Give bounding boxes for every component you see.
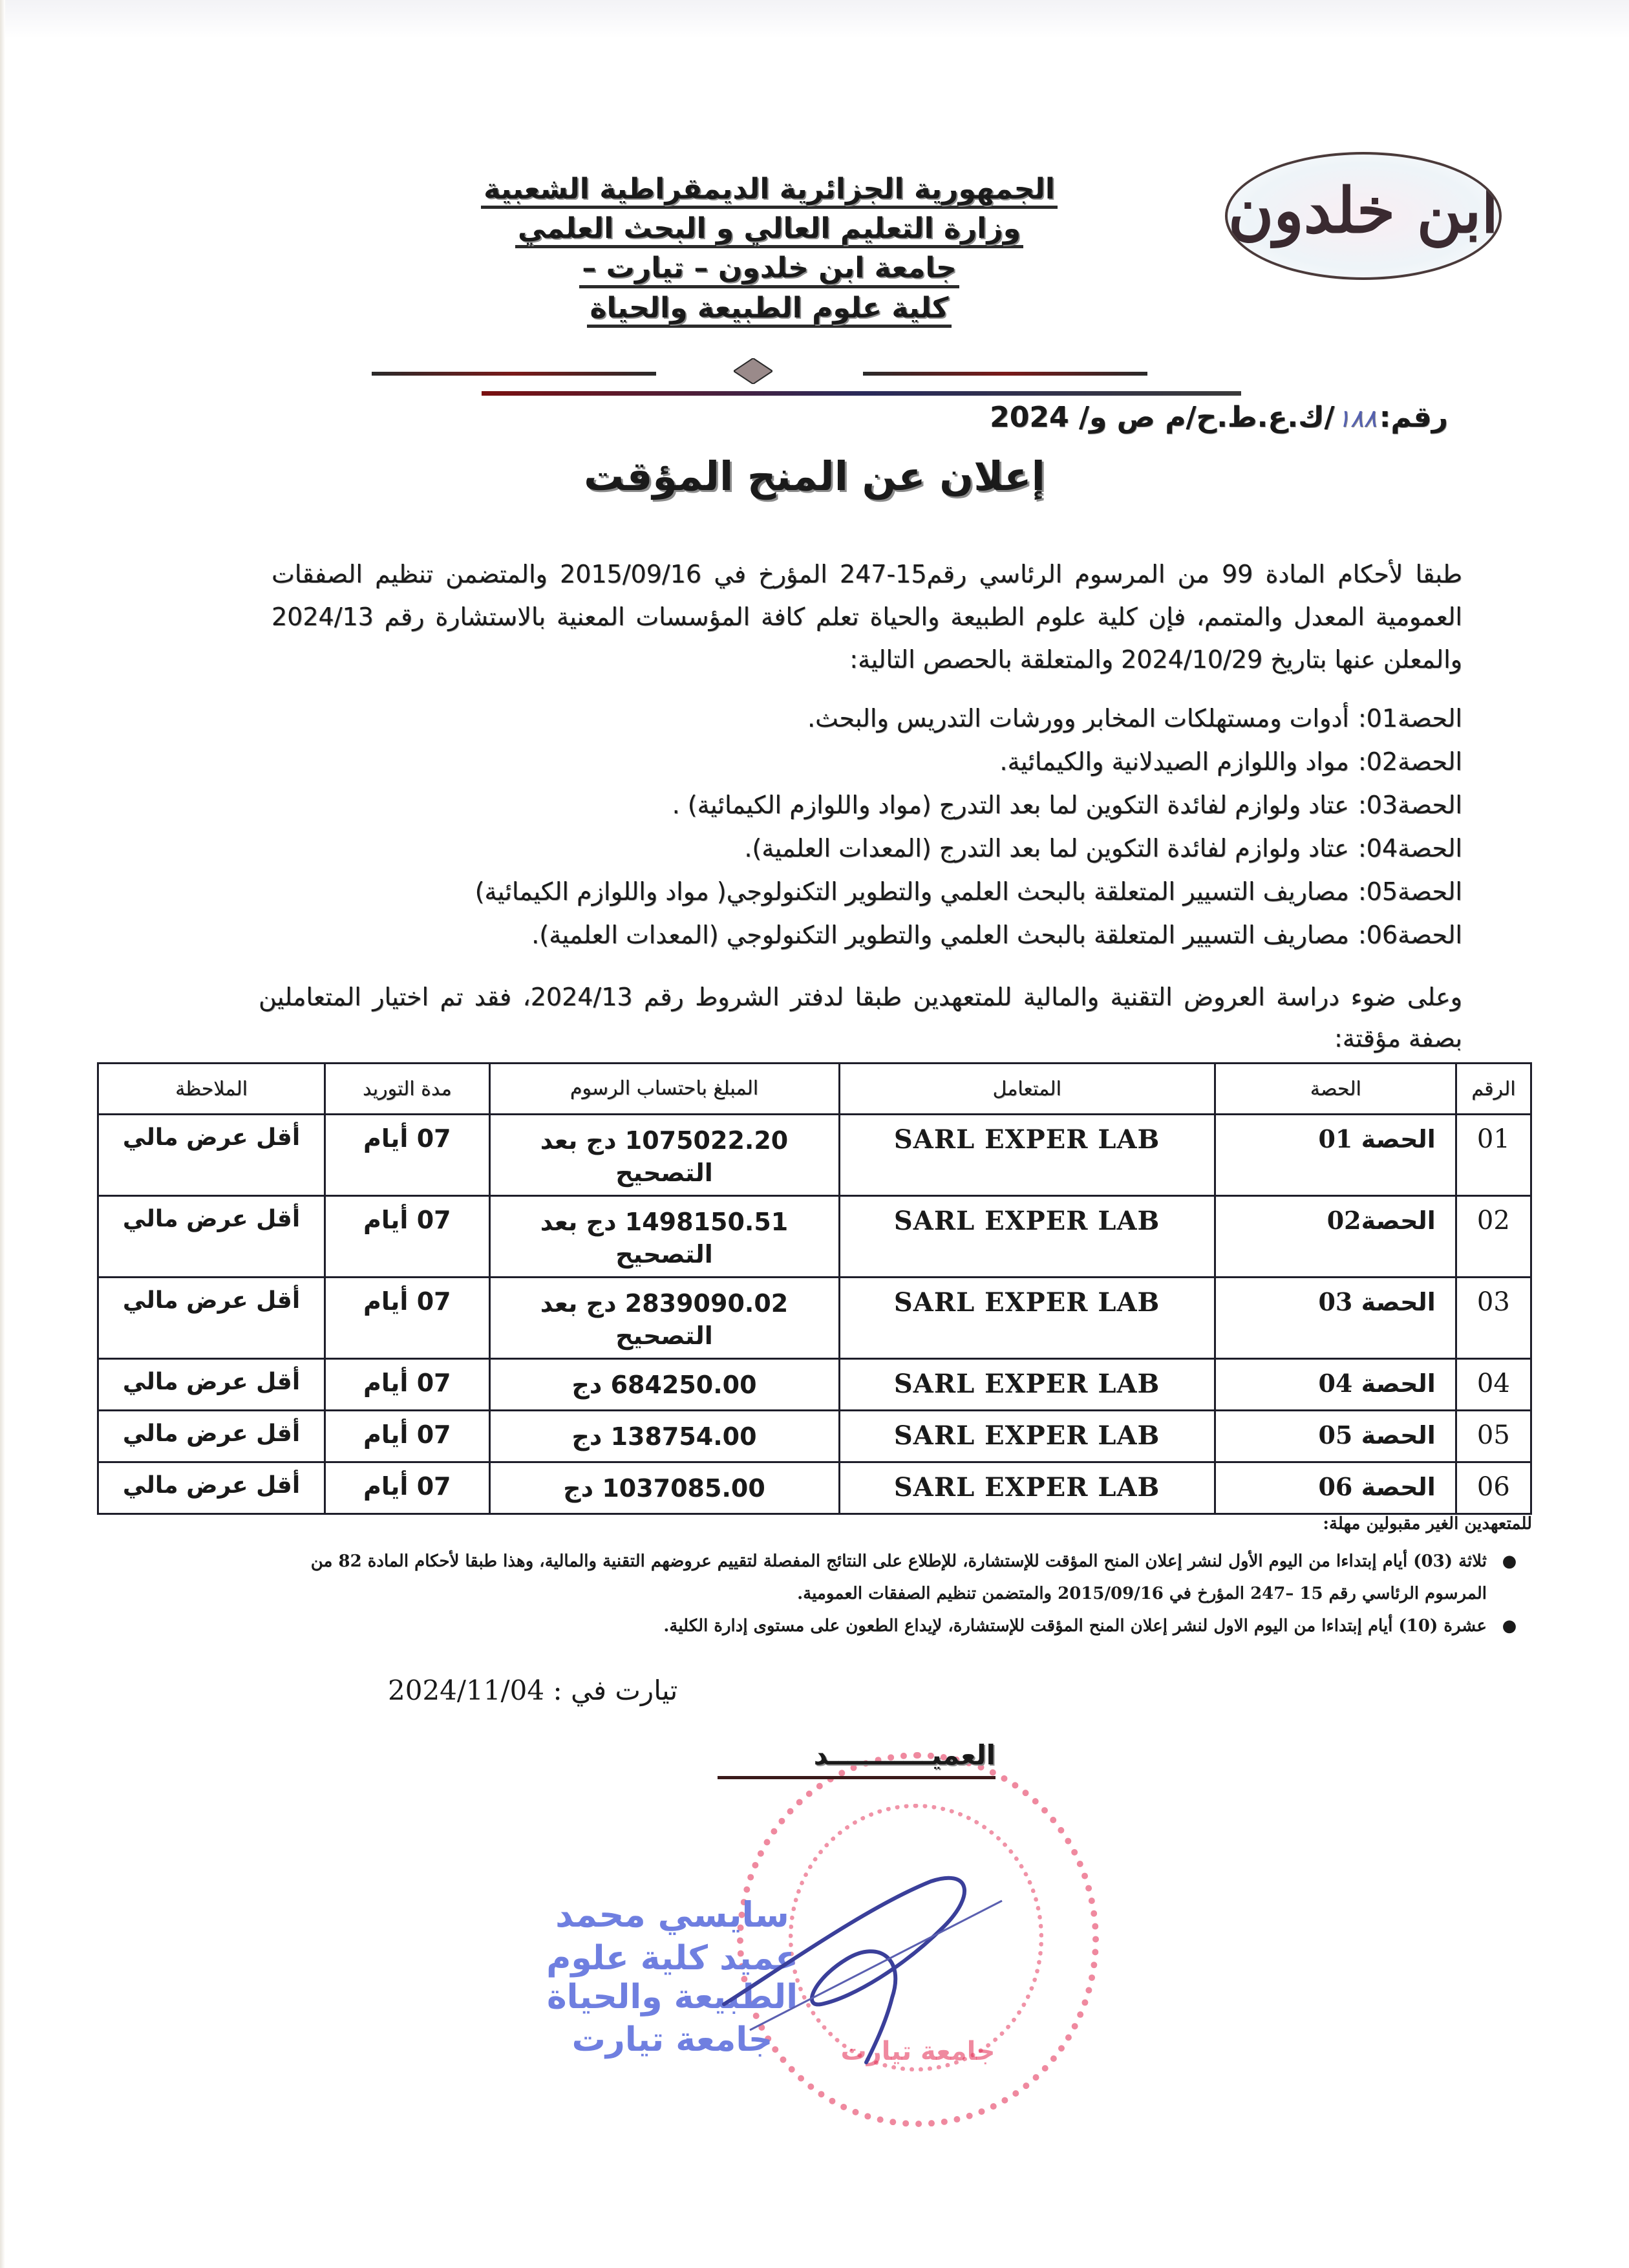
intro-paragraph: طبقا لأحكام المادة 99 من المرسوم الرئاسي رقم15-247 المؤرخ في 2015/09/16 والمتضمن تنظيم الصفقات العمومية المعدل والمتمم، فإن كلية علوم الطبيعة والحياة تعلم كافة المؤسسات المعنية بالاستشارة رقم 2024/13 والمعلن عنها بتاريخ 2024/10/29 والمتعلقة بالحصص التالية: (272, 560, 1462, 674)
cell-number: 05 (1456, 1411, 1531, 1462)
university-logo (1225, 152, 1502, 280)
cell-delay: 07 أيام (325, 1411, 489, 1462)
cell-number: 01 (1456, 1115, 1531, 1196)
col-header-amount: المبلغ باحتساب الرسوم (489, 1064, 839, 1115)
cell-lot-word: الحصة (1361, 1125, 1436, 1153)
cell-amount: 684250.00 دج (489, 1359, 839, 1411)
cell-delay: 07 أيام (325, 1196, 489, 1278)
cell-number: 04 (1456, 1359, 1531, 1411)
cell-lot-word: الحصة (1361, 1473, 1436, 1501)
lot-label: الحصة03: (1358, 791, 1462, 819)
cell-delay: 07 أيام (325, 1115, 489, 1196)
cell-delay: 07 أيام (325, 1359, 489, 1411)
dean-title: العميـــــــــــد (718, 1739, 996, 1779)
notes-intro: للمتعهدين الغير مقبولين مهلة: (1323, 1514, 1532, 1534)
header-rule (482, 391, 1241, 396)
lot-label: الحصة01: (1358, 704, 1462, 733)
notes-list (246, 1545, 1532, 1642)
cell-amount: 1037085.00 دج (489, 1462, 839, 1514)
lot-item (246, 697, 1462, 740)
cell-lot (1215, 1359, 1456, 1411)
lot-description: أدوات ومستهلكات المخابر وورشات التدريس والبحث. (807, 704, 1349, 733)
cell-lot-word: الحصة (1361, 1421, 1436, 1450)
cell-lot-number: 02 (1326, 1206, 1361, 1235)
document-title: إعلان عن المنح المؤقت (584, 453, 1045, 500)
note-item (246, 1610, 1532, 1642)
cell-remark: أقل عرض مالي (98, 1359, 325, 1411)
cell-remark: أقل عرض مالي (98, 1462, 325, 1514)
cell-lot (1215, 1196, 1456, 1278)
lots-list (246, 697, 1462, 957)
cell-lot-number: 01 (1318, 1124, 1353, 1153)
col-header-lot: الحصة (1215, 1064, 1456, 1115)
note-text: ثلاثة (03) أيام إبتداءا من اليوم الأول لنشر إعلان المنح المؤقت للإستشارة، للإطلاع على النتائج المفصلة لتقييم عروضهم التقنية والمالية، وهذا طبقا لأحكام المادة 82 من المرسوم الرئاسي رقم 15 –247 المؤرخ في 2015/09/16 والمتضمن تنظيم الصفقات العمومية. (310, 1552, 1487, 1603)
header-university: جامعة ابن خلدون – تيارت – (579, 253, 959, 288)
header-ornament (372, 354, 1147, 393)
lot-item (246, 784, 1462, 827)
conclusion-paragraph: وعلى ضوء دراسة العروض التقنية والمالية للمتعهدين طبقا لدفتر الشروط رقم 2024/13، فقد تم اختيار المتعاملين بصفة مؤقتة: (259, 983, 1462, 1053)
col-header-number: الرقم (1456, 1064, 1531, 1115)
cell-lot-number: 04 (1318, 1369, 1353, 1398)
cell-amount: 1075022.20 دج بعد التصحيح (489, 1115, 839, 1196)
table-row (98, 1278, 1531, 1359)
lot-item (246, 914, 1462, 957)
table-header-row (98, 1064, 1531, 1115)
table-row (98, 1196, 1531, 1278)
table-row (98, 1115, 1531, 1196)
table-row (98, 1411, 1531, 1462)
cell-number: 02 (1456, 1196, 1531, 1278)
ornament-line-left (372, 372, 656, 376)
cell-number: 06 (1456, 1462, 1531, 1514)
lot-description: مصاريف التسيير المتعلقة بالبحث العلمي والتطوير التكنولوجي( مواد واللوازم الكيمائية) (474, 877, 1349, 906)
lot-description: عتاد ولوازم لفائدة التكوين لما بعد التدرج (مواد واللوازم الكيمائية) . (672, 791, 1349, 819)
cell-amount: 2839090.02 دج بعد التصحيح (489, 1278, 839, 1359)
cell-lot (1215, 1115, 1456, 1196)
reference-handwritten-number: ١٨٨ (1337, 404, 1377, 433)
cell-supplier: SARL EXPER LAB (839, 1359, 1215, 1411)
cell-lot-number: 03 (1318, 1287, 1353, 1316)
lot-item (246, 827, 1462, 870)
cell-supplier: SARL EXPER LAB (839, 1115, 1215, 1196)
cell-lot-number: 06 (1318, 1472, 1353, 1501)
cell-amount: 138754.00 دج (489, 1411, 839, 1462)
note-item (246, 1545, 1532, 1610)
stamp-text: جامعة تيارت (840, 2037, 996, 2066)
award-results-table (97, 1062, 1532, 1515)
bullet-icon: ● (1502, 1616, 1517, 1636)
col-header-delay: مدة التوريد (325, 1064, 489, 1115)
reference-code: /ك.ع.ط.ح/م ص و/ 2024 (990, 401, 1335, 434)
scan-shade (0, 0, 1629, 39)
header-faculty: كلية علوم الطبيعة والحياة (587, 294, 951, 328)
cell-remark: أقل عرض مالي (98, 1196, 325, 1278)
lot-label: الحصة04: (1358, 834, 1462, 862)
cell-lot (1215, 1411, 1456, 1462)
table-row (98, 1359, 1531, 1411)
col-header-supplier: المتعامل (839, 1064, 1215, 1115)
note-text: عشرة (10) أيام إبتداءا من اليوم الاول لنشر إعلان المنح المؤقت للإستشارة، لإيداع الطعون على مستوى إدارة الكلية. (663, 1616, 1487, 1636)
place-label: تيارت في : (553, 1674, 678, 1706)
table-row (98, 1462, 1531, 1514)
cell-amount: 1498150.51 دج بعد التصحيح (489, 1196, 839, 1278)
handwritten-signature-icon (698, 1810, 1034, 2082)
issue-date: 2024/11/04 (388, 1674, 545, 1706)
lot-item (246, 740, 1462, 784)
logo-calligraphy: ابن خلدون (1228, 174, 1499, 247)
cell-delay: 07 أيام (325, 1462, 489, 1514)
ornament-line-right (863, 372, 1147, 376)
reference-number (990, 401, 1448, 434)
place-date (388, 1674, 677, 1706)
cell-lot-word: الحصة (1361, 1369, 1436, 1398)
cell-remark: أقل عرض مالي (98, 1411, 325, 1462)
lot-description: مصاريف التسيير المتعلقة بالبحث العلمي والتطوير التكنولوجي (المعدات العلمية). (531, 921, 1349, 949)
header-republic: الجمهورية الجزائرية الديمقراطية الشعبية (481, 175, 1058, 209)
lot-label: الحصة02: (1358, 747, 1462, 776)
lot-item (246, 870, 1462, 914)
dean-faculty: عميد كلية علوم الطبيعة والحياة (546, 1939, 798, 2017)
letterhead (362, 175, 1176, 333)
cell-remark: أقل عرض مالي (98, 1115, 325, 1196)
dean-university: جامعة تيارت (571, 2020, 773, 2059)
dean-name: سايسي محمد (555, 1894, 789, 1935)
lot-description: مواد واللوازم الصيدلانية والكيمائية. (999, 747, 1349, 776)
col-header-remark: الملاحظة (98, 1064, 325, 1115)
cell-supplier: SARL EXPER LAB (839, 1196, 1215, 1278)
reference-label: رقم: (1379, 401, 1448, 434)
bullet-icon: ● (1502, 1552, 1517, 1571)
cell-lot-number: 05 (1318, 1420, 1353, 1450)
lot-label: الحصة06: (1358, 921, 1462, 949)
cell-number: 03 (1456, 1278, 1531, 1359)
cell-lot (1215, 1278, 1456, 1359)
cell-lot (1215, 1462, 1456, 1514)
cell-supplier: SARL EXPER LAB (839, 1411, 1215, 1462)
cell-supplier: SARL EXPER LAB (839, 1278, 1215, 1359)
lot-label: الحصة05: (1358, 877, 1462, 906)
cell-supplier: SARL EXPER LAB (839, 1462, 1215, 1514)
header-ministry: وزارة التعليم العالي و البحث العلمي (515, 214, 1023, 248)
lot-description: عتاد ولوازم لفائدة التكوين لما بعد التدرج (المعدات العلمية). (744, 834, 1349, 862)
cell-delay: 07 أيام (325, 1278, 489, 1359)
cell-lot-word: الحصة (1361, 1288, 1436, 1316)
cell-remark: أقل عرض مالي (98, 1278, 325, 1359)
cell-lot-word: الحصة (1361, 1206, 1436, 1235)
ornament-diamond-icon (734, 358, 772, 384)
scan-edge (0, 0, 5, 2268)
